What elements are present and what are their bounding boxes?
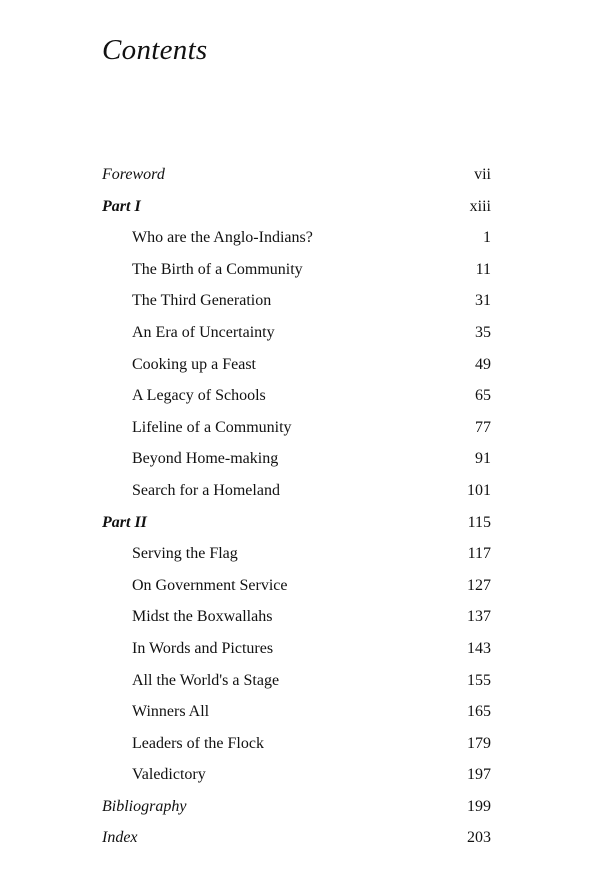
toc-entry-page-number: 49 — [475, 355, 491, 373]
toc-entry-page-number: 197 — [467, 766, 491, 784]
toc-entry-page-number: 77 — [475, 418, 491, 436]
toc-entry-page-number: 127 — [467, 576, 491, 594]
toc-entry — [0, 636, 600, 668]
toc-entry — [0, 762, 600, 794]
toc-entry — [0, 162, 600, 194]
toc-entry — [0, 352, 600, 384]
toc-entry-title: In Words and Pictures — [132, 639, 274, 657]
toc-entry — [0, 288, 600, 320]
toc-entry — [0, 794, 600, 826]
toc-entry — [0, 668, 600, 700]
toc-entry-page-number: 65 — [475, 387, 491, 405]
toc-entry — [0, 541, 600, 573]
toc-entry-title: Lifeline of a Community — [132, 418, 292, 436]
toc-entry-page-number: 115 — [467, 513, 491, 531]
toc-entry-page-number: 11 — [475, 260, 491, 278]
toc-entry-title: Index — [102, 829, 138, 847]
toc-entry — [0, 194, 600, 226]
toc-entry-title: Search for a Homeland — [132, 481, 280, 499]
toc-entry — [0, 478, 600, 510]
toc-entry-page-number: 31 — [475, 292, 491, 310]
toc-entry-page-number: 155 — [467, 671, 491, 689]
toc-entry-title: A Legacy of Schools — [132, 387, 266, 405]
toc-entry — [0, 320, 600, 352]
page-title: Contents — [102, 34, 208, 66]
toc-entry-title: Beyond Home-making — [132, 450, 279, 468]
toc-entry-page-number: 35 — [475, 323, 491, 341]
toc-entry-title: The Third Generation — [132, 292, 272, 310]
toc-entry-title: Valedictory — [132, 766, 206, 784]
toc-entry-title: Part I — [102, 197, 141, 215]
toc-entry-page-number: 143 — [467, 639, 491, 657]
toc-entry-page-number: vii — [474, 166, 491, 183]
toc-entry-title: Winners All — [132, 703, 210, 721]
toc-entry — [0, 825, 600, 857]
toc-entry — [0, 257, 600, 289]
toc-entry — [0, 415, 600, 447]
toc-entry-page-number: 137 — [467, 608, 491, 626]
toc-entry — [0, 510, 600, 542]
toc-entry — [0, 573, 600, 605]
toc-entry — [0, 731, 600, 763]
toc-entry-title: Part II — [102, 513, 147, 531]
toc-entry-page-number: 199 — [467, 797, 491, 815]
toc-entry — [0, 604, 600, 636]
toc-entry-title: Who are the Anglo-Indians? — [132, 229, 313, 247]
toc-entry-title: Foreword — [102, 166, 165, 183]
toc-entry-page-number: 165 — [467, 703, 491, 721]
toc-entry-title: An Era of Uncertainty — [132, 323, 275, 341]
toc-entry-title: Midst the Boxwallahs — [132, 608, 273, 626]
toc-entry-title: The Birth of a Community — [132, 260, 303, 278]
toc-entry-page-number: xiii — [469, 197, 491, 215]
toc-entry-page-number: 91 — [475, 450, 491, 468]
toc-entry — [0, 699, 600, 731]
table-of-contents — [0, 162, 600, 857]
toc-entry-page-number: 1 — [483, 229, 491, 247]
toc-entry-title: Serving the Flag — [132, 545, 238, 563]
toc-entry-page-number: 101 — [467, 481, 491, 499]
toc-entry — [0, 383, 600, 415]
toc-entry — [0, 446, 600, 478]
toc-entry-page-number: 179 — [467, 734, 491, 752]
toc-entry-title: Bibliography — [102, 797, 187, 815]
toc-entry-title: Cooking up a Feast — [132, 355, 256, 373]
toc-entry — [0, 225, 600, 257]
toc-entry-title: Leaders of the Flock — [132, 734, 264, 752]
toc-entry-page-number: 117 — [467, 545, 491, 563]
toc-entry-title: All the World's a Stage — [132, 671, 280, 689]
toc-entry-page-number: 203 — [467, 829, 491, 847]
toc-entry-title: On Government Service — [132, 576, 288, 594]
